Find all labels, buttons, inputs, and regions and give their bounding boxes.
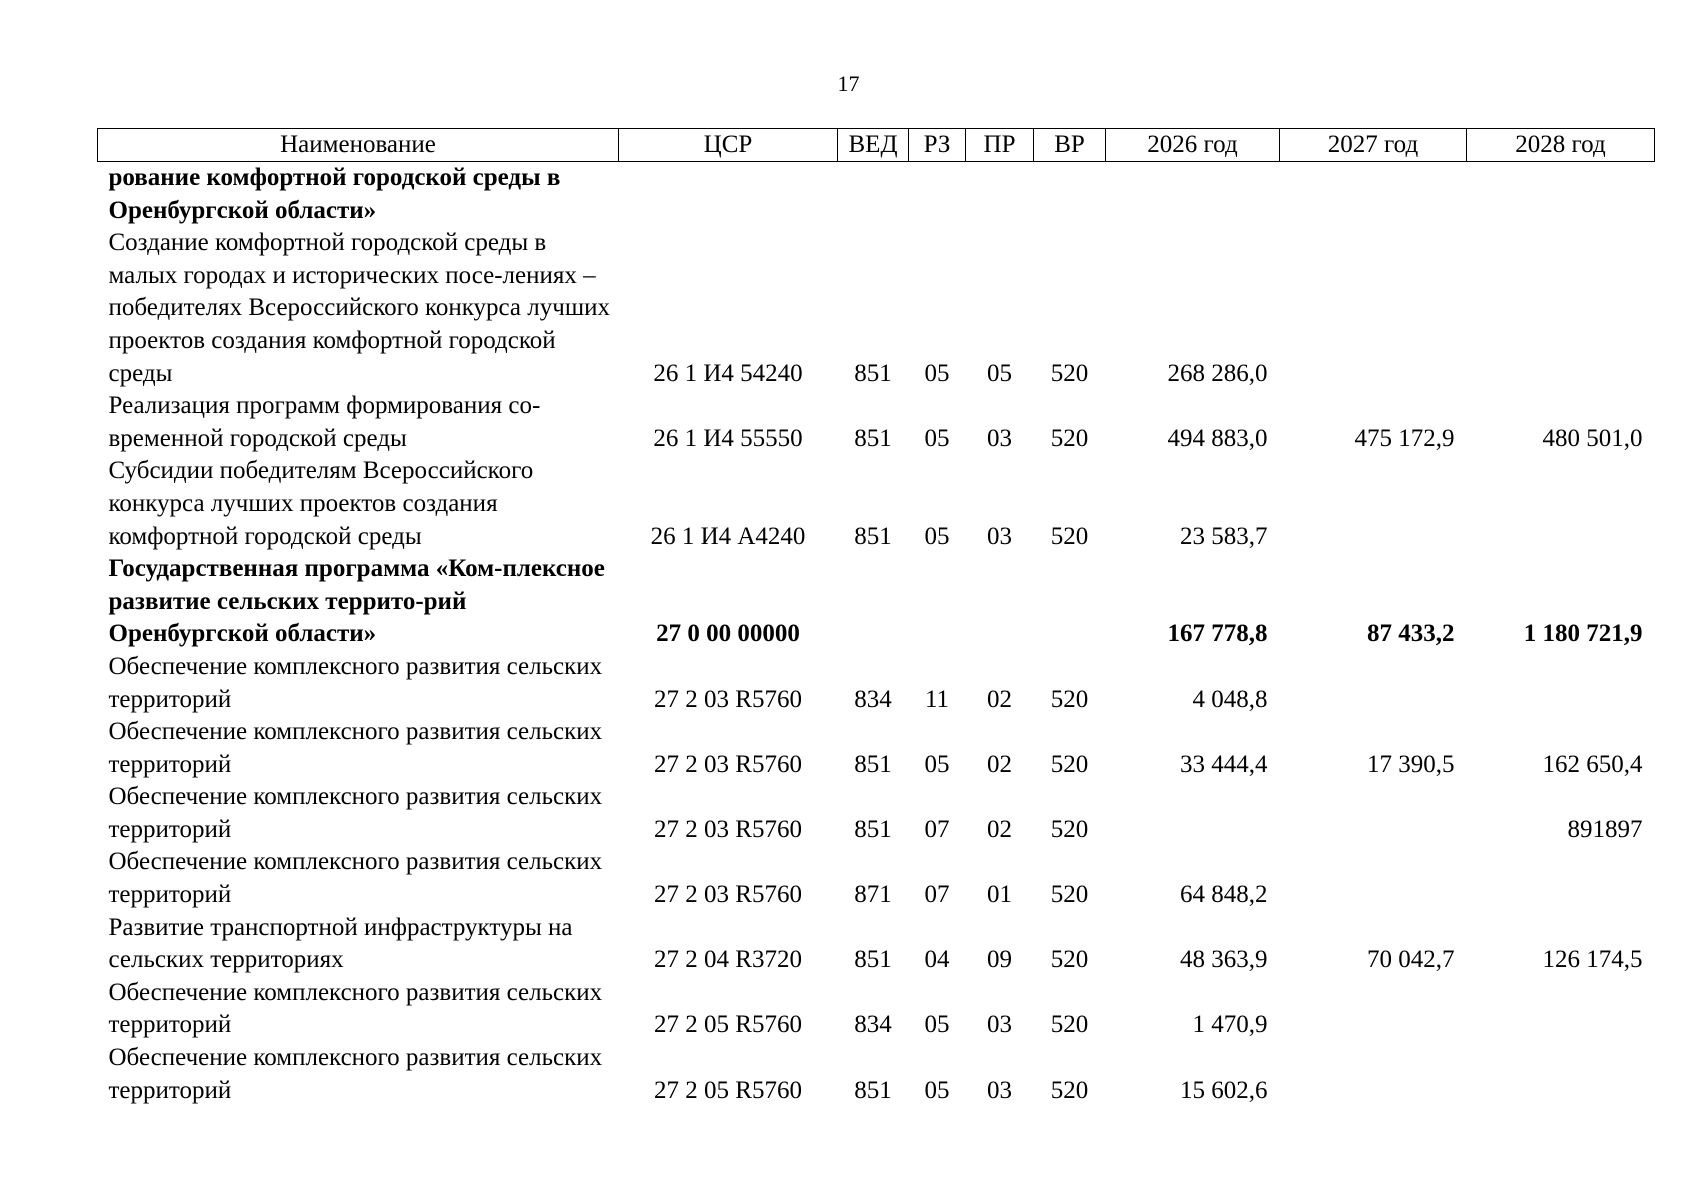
header-2027: 2027 год [1280, 129, 1467, 162]
cell-2028: 1 180 721,9 [1523, 620, 1643, 648]
cell-pr [966, 162, 1034, 228]
cell-2027: 17 390,5 [1367, 750, 1455, 778]
header-2028: 2028 год [1467, 129, 1655, 162]
cell-rz [909, 553, 966, 651]
cell-2028 [1467, 1042, 1655, 1107]
cell-rz: 05 [924, 522, 950, 550]
cell-2026: 167 778,8 [1167, 620, 1268, 648]
cell-2028 [1467, 651, 1655, 716]
cell-vr: 520 [1050, 685, 1089, 713]
cell-2026: 4 048,8 [1192, 685, 1268, 713]
cell-ved: 834 [854, 1011, 892, 1039]
cell-name: рование комфортной городской среды в Оренбургской области» [108, 164, 561, 224]
table-row [98, 846, 1655, 911]
cell-rz: 05 [924, 750, 950, 778]
cell-2027 [1280, 1042, 1467, 1107]
cell-name: Обеспечение комплексного развития сельских территорий [108, 783, 603, 843]
table-row [98, 716, 1655, 781]
cell-vr [1034, 553, 1106, 651]
cell-ved: 851 [854, 1076, 892, 1104]
cell-name: Создание комфортной городской среды в малых городах и исторических посе-лениях – победителях Всероссийского конкурса лучших проектов создания комфортной городской среды [108, 229, 610, 387]
cell-rz: 05 [924, 424, 950, 452]
cell-2027 [1280, 846, 1467, 911]
cell-2027: 70 042,7 [1367, 946, 1455, 974]
header-vr: ВР [1034, 129, 1106, 162]
cell-ved: 851 [854, 522, 892, 550]
cell-csr: 26 1 И4 55550 [653, 424, 803, 452]
page-number: 17 [837, 71, 860, 96]
cell-pr: 03 [987, 1011, 1012, 1039]
cell-ved: 871 [854, 881, 892, 909]
cell-rz [909, 162, 966, 228]
cell-pr: 03 [987, 1076, 1012, 1104]
cell-name: Реализация программ формирования со-временной городской среды [108, 392, 541, 452]
cell-vr: 520 [1050, 815, 1089, 843]
cell-2028 [1467, 162, 1655, 228]
cell-2026: 1 470,9 [1192, 1011, 1268, 1039]
cell-rz: 04 [924, 946, 950, 974]
cell-vr [1034, 162, 1106, 228]
cell-name: Развитие транспортной инфраструктуры на сельских территориях [108, 913, 573, 974]
cell-pr [966, 553, 1034, 651]
cell-csr: 26 1 И4 А4240 [650, 522, 806, 550]
cell-pr: 05 [987, 359, 1012, 387]
header-ved: ВЕД [838, 129, 909, 162]
cell-2028: 480 501,0 [1542, 424, 1643, 452]
cell-csr: 26 1 И4 54240 [653, 359, 803, 387]
cell-pr: 03 [987, 522, 1012, 550]
cell-ved [838, 162, 909, 228]
cell-name: Обеспечение комплексного развития сельских территорий [108, 652, 603, 713]
cell-2026: 64 848,2 [1180, 881, 1268, 909]
cell-ved: 834 [854, 685, 892, 713]
cell-2028 [1467, 227, 1655, 390]
budget-table [97, 128, 1655, 1107]
header-rz: РЗ [909, 129, 966, 162]
cell-2027 [1280, 455, 1467, 553]
cell-pr: 09 [987, 946, 1012, 974]
table-row [98, 781, 1655, 846]
header-pr: ПР [966, 129, 1034, 162]
cell-csr [619, 162, 838, 228]
cell-2026: 268 286,0 [1167, 359, 1268, 387]
cell-csr: 27 2 05 R5760 [654, 1076, 802, 1104]
table-row [98, 390, 1655, 455]
cell-ved: 851 [854, 359, 892, 387]
cell-name: Обеспечение комплексного развития сельских территорий [108, 978, 603, 1039]
cell-vr: 520 [1050, 881, 1089, 909]
cell-rz: 11 [924, 685, 950, 713]
cell-2026: 15 602,6 [1180, 1076, 1268, 1104]
cell-pr: 02 [987, 815, 1012, 843]
cell-2026: 48 363,9 [1180, 946, 1268, 974]
cell-ved: 851 [854, 815, 892, 843]
table-row [98, 1042, 1655, 1107]
cell-csr: 27 2 03 R5760 [654, 815, 802, 843]
cell-pr: 02 [987, 750, 1012, 778]
cell-name: Обеспечение комплексного развития сельских территорий [108, 718, 603, 778]
cell-vr: 520 [1050, 359, 1089, 387]
header-name: Наименование [98, 129, 619, 162]
cell-2026 [1106, 781, 1280, 846]
table-body [98, 162, 1655, 1108]
cell-vr: 520 [1050, 522, 1089, 550]
cell-2027: 87 433,2 [1367, 620, 1455, 648]
cell-2026: 33 444,4 [1180, 750, 1268, 778]
table-row [98, 227, 1655, 390]
cell-name: Обеспечение комплексного развития сельских территорий [108, 1044, 603, 1104]
cell-2027 [1280, 651, 1467, 716]
cell-2028: 891897 [1567, 815, 1643, 843]
cell-2028: 162 650,4 [1542, 750, 1643, 778]
cell-2028 [1467, 977, 1655, 1042]
cell-rz: 05 [924, 1076, 950, 1104]
cell-2026: 23 583,7 [1180, 522, 1268, 550]
table-row [98, 455, 1655, 553]
cell-csr: 27 2 03 R5760 [654, 750, 802, 778]
cell-2027 [1280, 977, 1467, 1042]
cell-2026: 494 883,0 [1167, 424, 1268, 452]
cell-csr: 27 2 05 R5760 [654, 1011, 802, 1039]
cell-vr: 520 [1050, 946, 1089, 974]
cell-ved: 851 [854, 946, 892, 974]
cell-csr: 27 0 00 00000 [656, 620, 800, 648]
cell-pr: 03 [987, 424, 1012, 452]
cell-2027: 475 172,9 [1354, 424, 1455, 452]
header-2026: 2026 год [1106, 129, 1280, 162]
cell-2027 [1280, 162, 1467, 228]
cell-2027 [1280, 781, 1467, 846]
cell-ved [838, 553, 909, 651]
table-row [98, 553, 1655, 651]
cell-rz: 07 [924, 881, 950, 909]
cell-2028 [1467, 846, 1655, 911]
table-row [98, 912, 1655, 977]
cell-rz: 07 [924, 815, 950, 843]
cell-vr: 520 [1050, 1011, 1089, 1039]
cell-vr: 520 [1050, 750, 1089, 778]
cell-2028: 126 174,5 [1542, 946, 1643, 974]
cell-pr: 02 [987, 685, 1012, 713]
cell-csr: 27 2 03 R5760 [654, 685, 802, 713]
cell-name: Субсидии победителям Всероссийского конкурса лучших проектов создания комфортной городской среды [108, 457, 534, 550]
cell-csr: 27 2 04 R3720 [654, 946, 802, 974]
cell-pr: 01 [987, 881, 1012, 909]
header-csr: ЦСР [619, 129, 838, 162]
cell-csr: 27 2 03 R5760 [654, 881, 802, 909]
cell-name: Обеспечение комплексного развития сельских территорий [108, 848, 603, 909]
cell-vr: 520 [1050, 1076, 1089, 1104]
cell-2026 [1106, 162, 1280, 228]
cell-2028 [1467, 455, 1655, 553]
table-row [98, 651, 1655, 716]
cell-ved: 851 [854, 750, 892, 778]
table-header-row [98, 129, 1655, 162]
cell-2027 [1280, 227, 1467, 390]
table-row [98, 162, 1655, 228]
table-row [98, 977, 1655, 1042]
cell-rz: 05 [924, 1011, 950, 1039]
cell-ved: 851 [854, 424, 892, 452]
cell-vr: 520 [1050, 424, 1089, 452]
cell-rz: 05 [924, 359, 950, 387]
cell-name: Государственная программа «Ком-плексное развитие сельских террито-рий Оренбургской области» [108, 555, 605, 648]
